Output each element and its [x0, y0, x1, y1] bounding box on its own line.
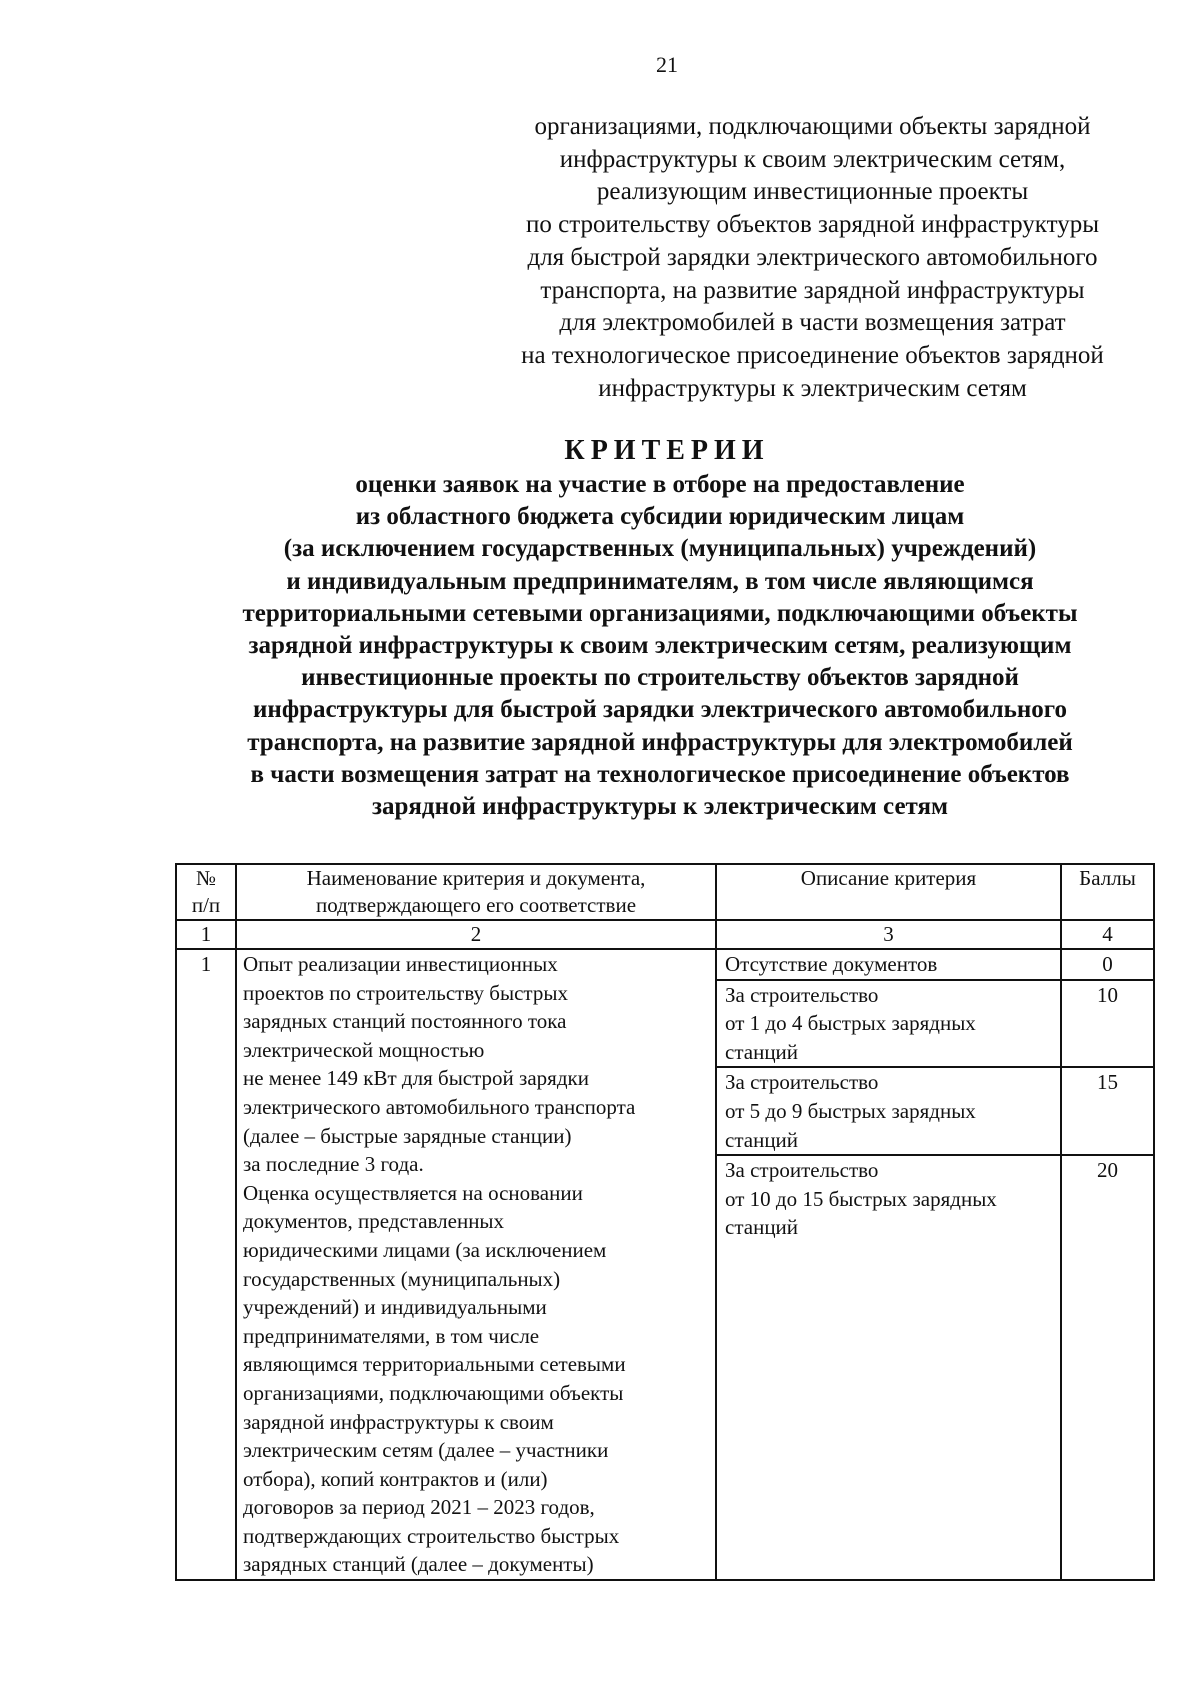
criterion-name-line: юридическими лицами (за исключением: [243, 1237, 607, 1262]
criterion-name-line: зарядных станций постоянного тока: [243, 1009, 567, 1034]
header-line: для электромобилей в части возмещения затрат: [559, 309, 1066, 337]
header-name-line: подтверждающего его соответствие: [315, 893, 637, 917]
subtitle-line: из областного бюджета субсидии юридическим лицам: [355, 503, 965, 531]
page-number: 21: [656, 52, 678, 77]
description-line: За строительство: [725, 982, 879, 1007]
column-number: 3: [716, 920, 1061, 949]
criterion-name-line: зарядных станций (далее – документы): [243, 1552, 594, 1577]
header-num-line: №: [195, 866, 217, 890]
criterion-name-line: электрического автомобильного транспорта: [243, 1094, 636, 1119]
subtitle-line: и индивидуальным предпринимателям, в том числе являющимся: [286, 567, 1034, 595]
header-name: [236, 864, 716, 920]
criterion-description: [717, 1156, 1060, 1242]
criterion-name-line: предпринимателями, в том числе: [243, 1323, 540, 1348]
criterion-name-line: Опыт реализации инвестиционных: [243, 952, 558, 976]
criterion-name-line: государственных (муниципальных): [243, 1266, 561, 1291]
subtitle-line: территориальными сетевыми организациями, подключающими объекты: [242, 599, 1078, 627]
subtitle-line: инфраструктуры для быстрой зарядки электрического автомобильного: [253, 696, 1067, 724]
header-line: по строительству объектов зарядной инфраструктуры: [526, 211, 1099, 239]
subtitle-line: транспорта, на развитие зарядной инфраструктуры для электромобилей: [247, 728, 1073, 756]
header-line: инфраструктуры к электрическим сетям: [598, 374, 1027, 402]
criterion-description: [717, 981, 1060, 1069]
header-line: инфраструктуры к своим электрическим сетям,: [559, 145, 1066, 173]
column-number: 4: [1061, 920, 1154, 949]
criterion-name-line: учреждений) и индивидуальными: [243, 1295, 547, 1320]
score-value: 10: [1062, 981, 1153, 1069]
header-name-line: Наименование критерия и документа,: [306, 866, 646, 890]
header-line: на технологическое присоединение объектов зарядной: [521, 341, 1104, 369]
description-line: от 1 до 4 быстрых зарядных: [725, 1011, 976, 1036]
criterion-name-line: документов, представленных: [243, 1209, 505, 1234]
criterion-name-line: не менее 149 кВт для быстрой зарядки: [243, 1066, 589, 1091]
subtitle-line: зарядной инфраструктуры к своим электрическим сетям, реализующим: [248, 632, 1072, 660]
criterion-name-line: организациями, подключающими объекты: [243, 1380, 624, 1405]
subtitle-line: зарядной инфраструктуры к электрическим сетям: [371, 793, 949, 821]
header-line: для быстрой зарядки электрического автомобильного: [527, 243, 1098, 271]
header-line: транспорта, на развитие зарядной инфраструктуры: [540, 276, 1085, 304]
criteria-title: КРИТЕРИИ: [564, 435, 770, 466]
criterion-name-line: электрическим сетям (далее – участники: [243, 1438, 609, 1463]
criterion-name-line: за последние 3 года.: [243, 1152, 424, 1177]
score-value: 0: [1062, 950, 1153, 981]
criterion-description: [717, 950, 1060, 981]
header-num-line: п/п: [191, 893, 221, 917]
description-line: За строительство: [725, 1158, 879, 1183]
subtitle-line: оценки заявок на участие в отборе на предоставление: [355, 471, 965, 498]
row-number: 1: [176, 949, 236, 1580]
header-num: [176, 864, 236, 920]
criterion-descriptions: [716, 949, 1061, 1580]
criterion-description: [717, 1068, 1060, 1156]
criterion-name-line: электрической мощностью: [243, 1037, 485, 1062]
description-line: станций: [725, 1215, 799, 1240]
header-description: Описание критерия: [716, 864, 1061, 920]
criterion-name-line: договоров за период 2021 – 2023 годов,: [243, 1495, 595, 1520]
table-header-row: [176, 864, 1154, 920]
score-value: 20: [1097, 1158, 1118, 1183]
column-number-row: [176, 920, 1154, 949]
header-line: реализующим инвестиционные проекты: [596, 178, 1029, 206]
description-line: от 10 до 15 быстрых зарядных: [725, 1186, 997, 1211]
criterion-name-line: являющимся территориальными сетевыми: [243, 1352, 626, 1377]
criterion-name: [236, 949, 716, 1580]
column-number: 2: [236, 920, 716, 949]
description-line: станций: [725, 1039, 799, 1064]
description-line: станций: [725, 1127, 799, 1152]
criterion-name-line: Оценка осуществляется на основании: [243, 1180, 583, 1205]
column-number: 1: [176, 920, 236, 949]
score-value: 15: [1062, 1068, 1153, 1156]
criterion-name-line: отбора), копий контрактов и (или): [243, 1466, 548, 1491]
subtitle-line: (за исключением государственных (муниципальных) учреждений): [283, 535, 1037, 563]
subtitle-line: в части возмещения затрат на технологическое присоединение объектов: [250, 760, 1070, 788]
header-block: [460, 111, 1165, 405]
criterion-name-line: зарядной инфраструктуры к своим: [243, 1409, 554, 1434]
description-line: от 5 до 9 быстрых зарядных: [725, 1098, 976, 1123]
criterion-name-line: (далее – быстрые зарядные станции): [243, 1123, 572, 1148]
header-line: организациями, подключающими объекты зарядной: [534, 113, 1091, 140]
criterion-name-line: проектов по строительству быстрых: [243, 980, 568, 1005]
criteria-table: [175, 863, 1155, 1581]
description-line: Отсутствие документов: [725, 952, 938, 976]
description-line: За строительство: [725, 1070, 879, 1095]
header-score: Баллы: [1061, 864, 1154, 920]
scores: [1061, 949, 1154, 1580]
subtitle-block: [170, 469, 1150, 823]
criterion-name-line: подтверждающих строительство быстрых: [243, 1523, 620, 1548]
subtitle-line: инвестиционные проекты по строительству объектов зарядной: [301, 664, 1019, 692]
table-row: [176, 949, 1154, 1580]
